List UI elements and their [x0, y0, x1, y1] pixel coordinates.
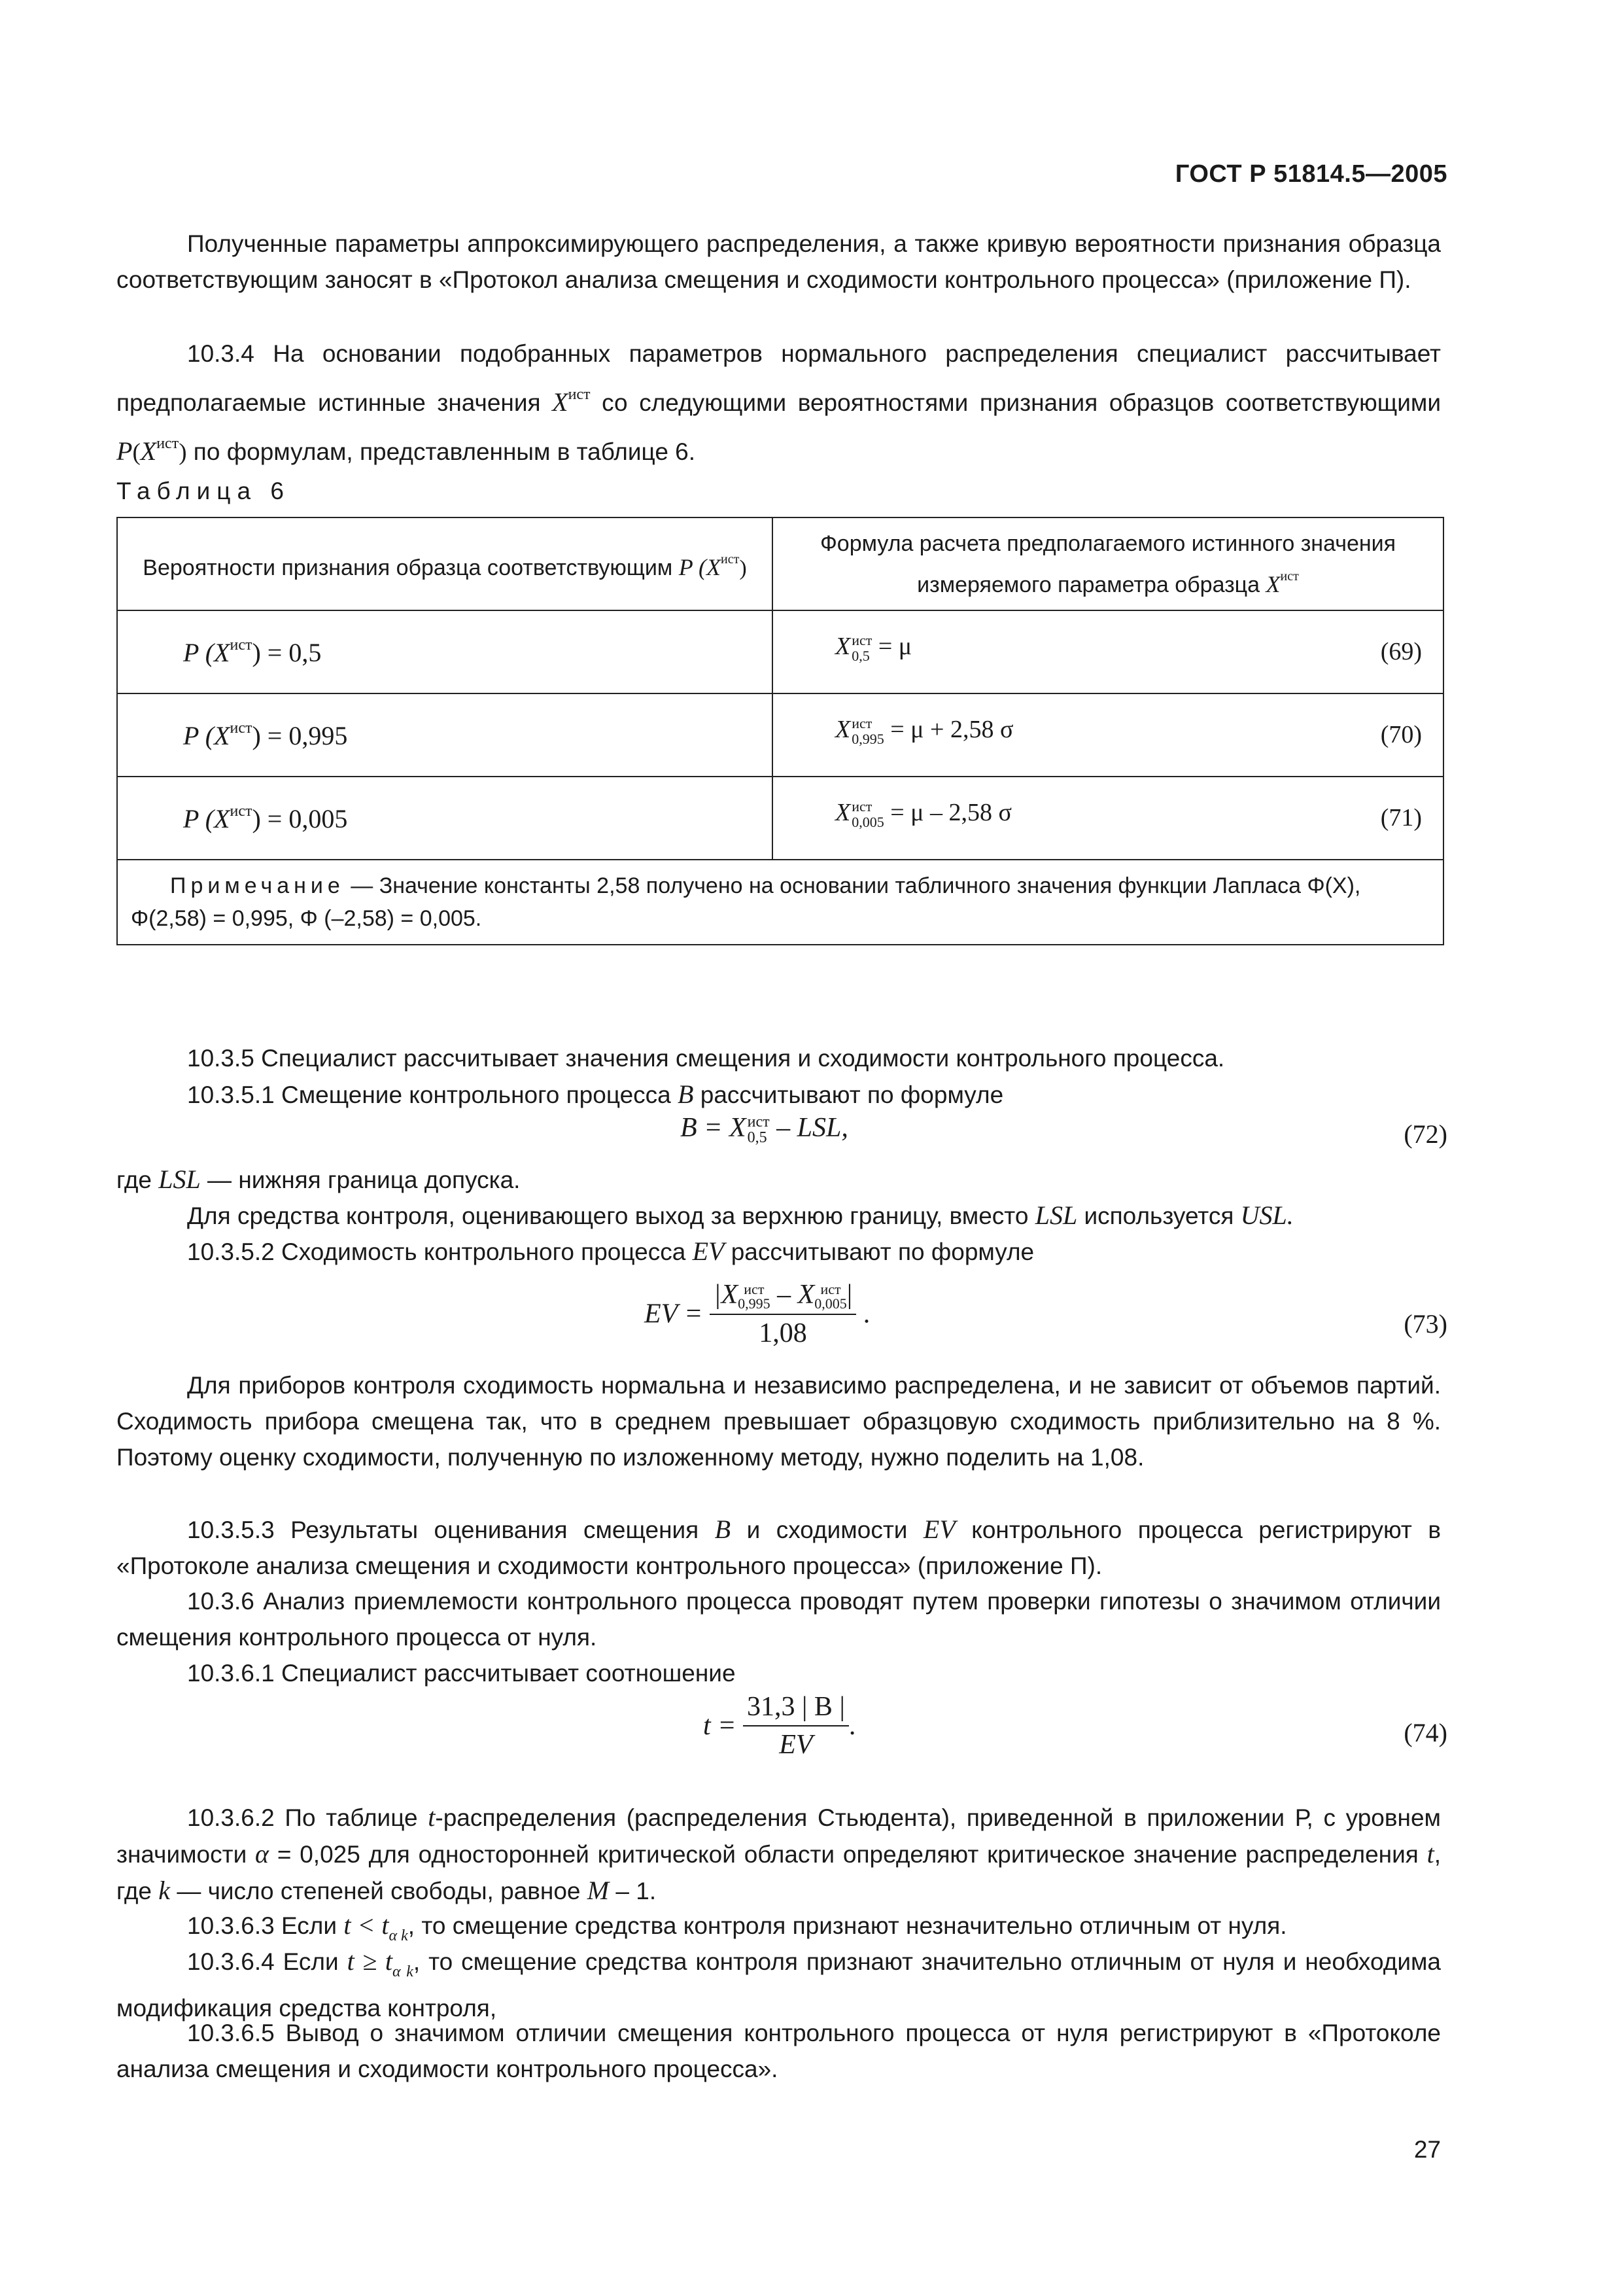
p-10353-a: 10.3.5.3 Результаты оценивания смещения	[187, 1516, 715, 1543]
eq74-fraction	[743, 1691, 849, 1761]
formula-rhs: = μ – 2,58 σ	[890, 799, 1012, 826]
equation-number-73: (73)	[1404, 1309, 1447, 1339]
formula-ist: ист	[852, 632, 872, 649]
prob-ist: ист	[230, 802, 252, 820]
p-10353-c: контрольного процесса регистрируют в «Протоколе анализа смещения и сходимости контрольного процесса» (приложение П).	[116, 1516, 1441, 1579]
paragraph-10-3-4	[116, 334, 1441, 473]
p2-part2: со следующими вероятностями признания образцов соответствующими	[590, 389, 1441, 416]
eq73-ist1: ист	[744, 1281, 765, 1298]
formula-sub: 0,005	[852, 814, 884, 831]
paragraph-10-3-5-3	[116, 1511, 1441, 1584]
eq74-lhs: t =	[703, 1711, 736, 1741]
header-left-ist: ист	[721, 552, 740, 567]
equation-number-72: (72)	[1404, 1119, 1447, 1149]
formula-sub: 0,5	[852, 648, 870, 665]
equation-number-70: (70)	[1380, 721, 1422, 748]
paragraph-10-3-5: 10.3.5 Специалист рассчитывает значения смещения и сходимости контрольного процесса.	[187, 1045, 1225, 1072]
where-a: где	[116, 1166, 159, 1193]
p2-paren-open: (	[132, 439, 141, 466]
eq73-ist2: ист	[820, 1281, 841, 1298]
p-10363-sub: α k	[389, 1927, 408, 1944]
eq73-abs-close: |	[846, 1280, 853, 1310]
p2-ist-superscript: ист	[568, 386, 591, 403]
header-left-formula: P (X	[678, 554, 721, 580]
eq73-tail: .	[863, 1299, 871, 1329]
eq72-sub: 0,5	[747, 1129, 767, 1147]
p2-x-symbol-2: X	[140, 436, 157, 466]
paragraph-10-3-5-2	[116, 1233, 1441, 1270]
p-10362-b: -распределения (распределения Стьюдента), приведенной в приложении Р, с уровнем значимости	[116, 1804, 1441, 1868]
header-right-ist: ист	[1280, 569, 1299, 584]
standard-code-header: ГОСТ Р 51814.5—2005	[1175, 160, 1447, 188]
table-header-row	[117, 517, 1443, 610]
table-header-probability	[117, 517, 772, 610]
table-row-69	[117, 610, 1443, 693]
table-header-formula	[772, 517, 1443, 610]
p-10363-a: 10.3.6.3 Если	[187, 1912, 344, 1939]
prob-cell-0-5	[117, 610, 772, 693]
eq74-denominator: EV	[779, 1730, 813, 1760]
p-10362-m: M	[587, 1876, 610, 1905]
p-10364-b: , то смещение средства контроля признают значительно отличным от нуля и необходима модификация средства контроля,	[116, 1948, 1442, 2022]
p-10351-a: 10.3.5.1 Смещение контрольного процесса	[187, 1081, 678, 1108]
equation-72	[680, 1112, 848, 1146]
p-10353-b-symbol: B	[714, 1515, 731, 1544]
equation-number-69: (69)	[1380, 638, 1422, 665]
prob-symbol: P (X	[183, 803, 230, 833]
paragraph-10-3-6: 10.3.6 Анализ приемлемости контрольного процесса проводят путем проверки гипотезы о значимом отличии смещения контрольного процесса от нуля.	[116, 1588, 1441, 1651]
usl-usl: USL.	[1240, 1200, 1294, 1230]
paragraph-10-3-6-4	[116, 1943, 1441, 2026]
p-10362-e: — число степеней свободы, равное	[170, 1878, 587, 1904]
header-left-close: )	[739, 556, 747, 580]
eq72-rhs: – LSL,	[769, 1113, 848, 1143]
p2-paren-close: )	[179, 439, 187, 466]
where-b: — нижняя граница допуска.	[200, 1166, 521, 1193]
p-10362-d: , где	[116, 1841, 1441, 1904]
formula-rhs: = μ + 2,58 σ	[890, 716, 1014, 743]
usl-lsl: LSL	[1035, 1200, 1078, 1230]
equation-number-74: (74)	[1404, 1718, 1447, 1747]
table-row-71	[117, 777, 1443, 860]
eq73-sub2: 0,005	[814, 1295, 847, 1312]
eq73-fraction	[710, 1279, 856, 1349]
formula-ist: ист	[852, 715, 872, 732]
table-6	[116, 517, 1444, 945]
table-note-row	[117, 860, 1443, 945]
paragraph-10-3-6-5: 10.3.6.5 Вывод о значимом отличии смещения контрольного процесса от нуля регистрируют в «Протоколе анализа смещения и сходимости контрольного процесса».	[116, 2020, 1441, 2082]
table-note	[117, 860, 1443, 945]
prob-ist: ист	[230, 719, 252, 737]
paragraph-usl	[116, 1197, 1441, 1234]
eq73-denominator: 1,08	[759, 1318, 807, 1349]
p-10362-t2: t	[1426, 1839, 1434, 1868]
p-10363-b: , то смещение средства контроля признают незначительно отличным от нуля.	[407, 1912, 1287, 1939]
paragraph-10-3-6-1: 10.3.6.1 Специалист рассчитывает соотношение	[187, 1660, 736, 1687]
formula-x: X	[835, 799, 851, 826]
eq74-tail: .	[848, 1711, 856, 1741]
p2-part3: по формулам, представленным в таблице 6.	[186, 438, 696, 465]
table-caption: Таблица 6	[116, 478, 290, 504]
paragraph-where-lsl	[116, 1161, 1441, 1198]
formula-cell-69	[772, 610, 1443, 693]
prob-ist: ист	[230, 636, 252, 654]
p-10352-a: 10.3.5.2 Сходимость контрольного процесса	[187, 1238, 693, 1265]
header-left-text: Вероятности признания образца соответствующим	[143, 555, 673, 580]
eq73-numerator	[710, 1279, 856, 1315]
prob-value: ) = 0,005	[252, 803, 348, 833]
formula-x: X	[835, 716, 851, 743]
prob-value: ) = 0,995	[252, 720, 348, 750]
p-10364-sub: α k	[392, 1963, 413, 1980]
p-10362-c: = 0,025 для односторонней критической области определяют критическое значение распределения	[269, 1841, 1427, 1868]
formula-cell-70	[772, 693, 1443, 777]
p-10351-b-symbol: B	[678, 1079, 694, 1109]
p2-x-symbol: X	[552, 387, 568, 417]
formula-cell-71	[772, 777, 1443, 860]
note-label: Примечание	[170, 873, 345, 898]
header-right-line2: измеряемого параметра образца	[917, 572, 1260, 597]
eq73-lhs: EV =	[644, 1299, 703, 1329]
p-10353-ev: EV	[923, 1515, 956, 1544]
equation-74	[703, 1691, 855, 1761]
eq73-sub1: 0,995	[738, 1295, 770, 1312]
p-10362-k: k	[158, 1876, 171, 1905]
prob-value: ) = 0,5	[252, 637, 322, 667]
formula-ist: ист	[852, 798, 872, 815]
p-10363-cond: t < t	[343, 1910, 389, 1940]
paragraph-intro: Полученные параметры аппроксимирующего распределения, а также кривую вероятности признания образца соответствующим заносят в «Протокол анализа смещения и сходимости контрольного процесса» (приложение П).	[116, 230, 1441, 293]
table-row-70	[117, 693, 1443, 777]
usl-a: Для средства контроля, оценивающего выход за верхнюю границу, вместо	[187, 1202, 1035, 1229]
prob-cell-0-005	[117, 777, 772, 860]
prob-symbol: P (X	[183, 720, 230, 750]
p-10364-cond: t ≥ t	[347, 1946, 393, 1976]
equation-number-71: (71)	[1380, 804, 1422, 832]
prob-symbol: P (X	[183, 637, 230, 667]
p-10362-f: – 1.	[609, 1878, 657, 1904]
p-10353-b: и сходимости	[731, 1516, 924, 1543]
formula-x: X	[835, 633, 851, 660]
p-10351-b: рассчитывают по формуле	[693, 1081, 1004, 1108]
formula-sub: 0,995	[852, 731, 884, 748]
header-right-line1: Формула расчета предполагаемого истинного значения	[820, 531, 1396, 556]
paragraph-10-3-6-2	[116, 1799, 1441, 1909]
header-right-x: X	[1266, 570, 1281, 597]
page-number: 27	[1413, 2136, 1441, 2163]
p-10362-a: 10.3.6.2 По таблице	[187, 1804, 428, 1831]
equation-73	[644, 1279, 870, 1349]
eq72-lhs: B = X	[680, 1113, 746, 1143]
p-10364-a: 10.3.6.4 Если	[187, 1948, 347, 1975]
p-10362-alpha: α	[255, 1839, 269, 1868]
usl-b: используется	[1077, 1202, 1241, 1229]
formula-rhs: = μ	[878, 633, 912, 660]
eq73-x1: |X	[713, 1280, 738, 1310]
paragraph-10-3-5-1	[116, 1076, 1441, 1113]
paragraph-convergence: Для приборов контроля сходимость нормальна и независимо распределена, и не зависит от объемов партий. Сходимость прибора смещена так, что в среднем превышает образцовую сходимость приблизительно на 8 %. Поэтому оценку сходимости, полученную по изложенному методу, нужно поделить на 1,08.	[116, 1372, 1441, 1471]
p-10362-t: t	[428, 1802, 436, 1832]
eq73-x2: – X	[770, 1280, 815, 1310]
p2-part1: 10.3.4 На основании подобранных параметров нормального распределения специалист рассчитывает предполагаемые истинные значения	[116, 340, 1441, 416]
p2-ist-superscript-2: ист	[156, 435, 179, 452]
note-text: — Значение константы 2,58 получено на основании табличного значения функции Лапласа Φ(X), Φ(2,58) = 0,995, Φ (–2,58) = 0,005.	[131, 873, 1361, 931]
p-10352-ev: EV	[692, 1236, 725, 1266]
p-10352-b: рассчитывают по формуле	[724, 1238, 1035, 1265]
eq74-numerator: 31,3 | B |	[743, 1691, 849, 1726]
where-lsl: LSL	[158, 1165, 201, 1194]
p2-p-symbol: P	[116, 436, 133, 466]
eq72-ist: ист	[747, 1113, 770, 1131]
prob-cell-0-995	[117, 693, 772, 777]
